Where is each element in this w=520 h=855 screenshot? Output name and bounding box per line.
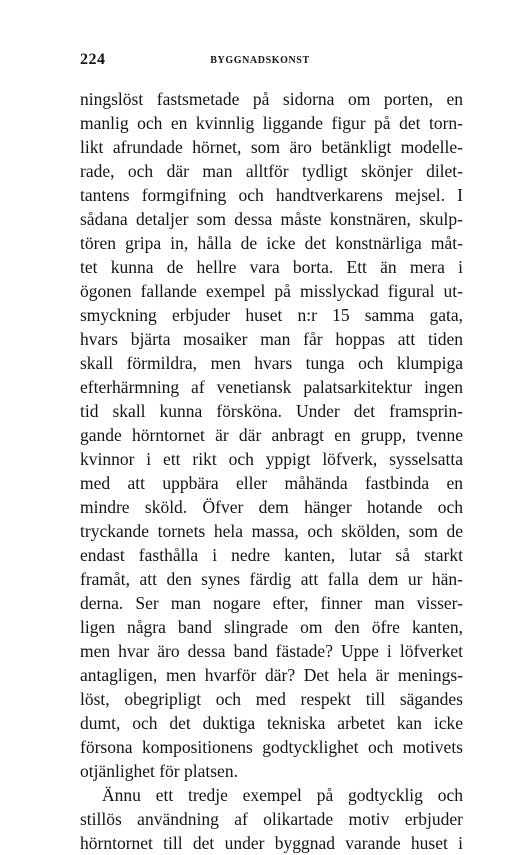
- text-line: tryckande tornets hela massa, och skölden, som de: [80, 521, 463, 541]
- text-line: tet kunna de hellre vara borta. Ett än mera i: [80, 257, 463, 277]
- text-line: framåt, att den synes färdig att falla dem ur hän-: [80, 569, 463, 589]
- text-line: hörntornet till det under byggnad varande huset i: [80, 833, 463, 853]
- text-line: otjänlighet för platsen.: [80, 761, 238, 781]
- text-line: ögonen fallande exempel på misslyckad figural ut-: [80, 281, 463, 301]
- text-line: dumt, och det duktiga tekniska arbetet kan icke: [80, 713, 463, 733]
- text-line: tantens formgifning och handtverkarens mejsel. I: [80, 185, 463, 205]
- page-number: 224: [80, 51, 106, 68]
- text-line: manlig och en kvinnlig liggande figur på det torn-: [80, 113, 463, 133]
- text-line: endast fasthålla i nedre kanten, lutar så starkt: [80, 545, 463, 565]
- text-line: hvars bjärta mosaiker man får hoppas att tiden: [80, 329, 463, 349]
- text-line: tid skall kunna försköna. Under det framsprin-: [80, 401, 463, 421]
- text-line: ningslöst fastsmetade på sidorna om porten, en: [80, 89, 463, 109]
- text-line: likt afrundade hörnet, som äro betänkligt modelle-: [80, 137, 463, 157]
- text-line: stillös användning af olikartade motiv erbjuder: [80, 809, 463, 829]
- text-line: ligen några band slingrade om den öfre kanten,: [80, 617, 463, 637]
- text-line: Ännu ett tredje exempel på godtycklig och: [102, 785, 463, 805]
- text-line: sådana detaljer som dessa måste konstnären, skulp-: [80, 209, 463, 229]
- text-line: försona kompositionens godtycklighet och motivets: [80, 737, 463, 757]
- text-line: mindre sköld. Öfver dem hänger hotande och: [80, 497, 463, 517]
- text-line: kvinnor i ett rikt och yppigt löfverk, sysselsatta: [80, 449, 463, 469]
- text-line: löst, obegripligt och med respekt till sägandes: [80, 689, 463, 709]
- text-line: tören gripa in, hålla de icke det konstnärliga måt-: [80, 233, 463, 253]
- text-line: antagligen, men hvarför där? Det hela är menings-: [80, 665, 463, 685]
- text-line: med att uppbära eller måhända fastbinda en: [80, 473, 463, 493]
- text-line: men hvar äro dessa band fästade? Uppe i löfverket: [80, 641, 463, 661]
- text-line: derna. Ser man nogare efter, finner man visser-: [80, 593, 463, 613]
- text-line: rade, och där man alltför tydligt skönjer dilet-: [80, 161, 463, 181]
- text-line: gande hörntornet är där anbragt en grupp, tvenne: [80, 425, 463, 445]
- body-text: [80, 87, 463, 855]
- text-line: efterhärmning af venetiansk palatsarkitektur ingen: [80, 377, 463, 397]
- running-head: BYGGNADSKONST: [210, 55, 310, 66]
- text-line: smyckning erbjuder huset n:r 15 samma gata,: [80, 305, 463, 325]
- text-line: skall förmildra, men hvars tunga och klumpiga: [80, 353, 463, 373]
